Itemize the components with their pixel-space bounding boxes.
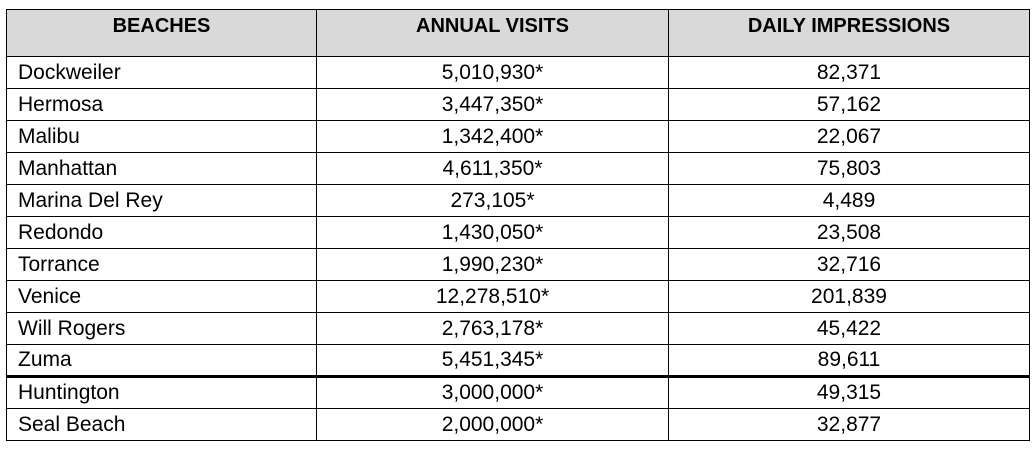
header-annual-visits: ANNUAL VISITS bbox=[317, 10, 669, 57]
annual-visits-cell: 12,278,510* bbox=[317, 281, 669, 313]
daily-impressions-cell: 82,371 bbox=[669, 57, 1030, 89]
beach-name-cell: Marina Del Rey bbox=[7, 185, 317, 217]
table-row bbox=[7, 153, 1030, 185]
daily-impressions-cell: 89,611 bbox=[669, 345, 1030, 377]
beach-name-cell: Huntington bbox=[7, 377, 317, 409]
beach-name-cell: Will Rogers bbox=[7, 313, 317, 345]
header-daily-impressions: DAILY IMPRESSIONS bbox=[669, 10, 1030, 57]
table-row bbox=[7, 345, 1030, 377]
table-row bbox=[7, 217, 1030, 249]
daily-impressions-cell: 57,162 bbox=[669, 89, 1030, 121]
table-row bbox=[7, 121, 1030, 153]
daily-impressions-cell: 49,315 bbox=[669, 377, 1030, 409]
daily-impressions-cell: 22,067 bbox=[669, 121, 1030, 153]
annual-visits-cell: 1,342,400* bbox=[317, 121, 669, 153]
annual-visits-cell: 5,451,345* bbox=[317, 345, 669, 377]
beach-name-cell: Torrance bbox=[7, 249, 317, 281]
daily-impressions-cell: 201,839 bbox=[669, 281, 1030, 313]
annual-visits-cell: 3,447,350* bbox=[317, 89, 669, 121]
beach-name-cell: Hermosa bbox=[7, 89, 317, 121]
annual-visits-cell: 3,000,000* bbox=[317, 377, 669, 409]
beach-name-cell: Malibu bbox=[7, 121, 317, 153]
table-row bbox=[7, 249, 1030, 281]
daily-impressions-cell: 45,422 bbox=[669, 313, 1030, 345]
annual-visits-cell: 4,611,350* bbox=[317, 153, 669, 185]
table-body bbox=[7, 57, 1030, 441]
daily-impressions-cell: 75,803 bbox=[669, 153, 1030, 185]
daily-impressions-cell: 23,508 bbox=[669, 217, 1030, 249]
beach-name-cell: Seal Beach bbox=[7, 409, 317, 441]
annual-visits-cell: 273,105* bbox=[317, 185, 669, 217]
daily-impressions-cell: 32,877 bbox=[669, 409, 1030, 441]
beach-name-cell: Redondo bbox=[7, 217, 317, 249]
beach-name-cell: Zuma bbox=[7, 345, 317, 377]
table-row bbox=[7, 57, 1030, 89]
table-row bbox=[7, 281, 1030, 313]
daily-impressions-cell: 32,716 bbox=[669, 249, 1030, 281]
table-row bbox=[7, 377, 1030, 409]
header-row bbox=[7, 10, 1030, 57]
header-beaches: BEACHES bbox=[7, 10, 317, 57]
annual-visits-cell: 5,010,930* bbox=[317, 57, 669, 89]
table-row bbox=[7, 313, 1030, 345]
table-header bbox=[7, 10, 1030, 57]
table-row bbox=[7, 409, 1030, 441]
table-row bbox=[7, 185, 1030, 217]
annual-visits-cell: 2,000,000* bbox=[317, 409, 669, 441]
beach-name-cell: Venice bbox=[7, 281, 317, 313]
annual-visits-cell: 2,763,178* bbox=[317, 313, 669, 345]
annual-visits-cell: 1,430,050* bbox=[317, 217, 669, 249]
beach-name-cell: Manhattan bbox=[7, 153, 317, 185]
table-row bbox=[7, 89, 1030, 121]
beach-visits-table bbox=[6, 9, 1030, 441]
daily-impressions-cell: 4,489 bbox=[669, 185, 1030, 217]
beach-name-cell: Dockweiler bbox=[7, 57, 317, 89]
annual-visits-cell: 1,990,230* bbox=[317, 249, 669, 281]
